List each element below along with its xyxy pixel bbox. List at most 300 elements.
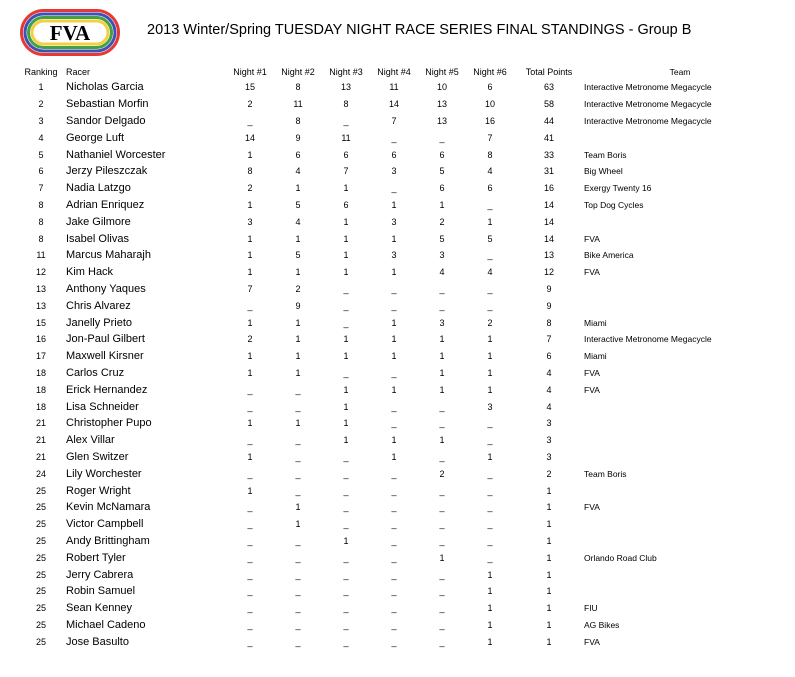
cell-ranking: 7 — [38, 183, 44, 194]
cell-night-6: 1 — [487, 384, 493, 395]
cell-night-3: 1 — [343, 351, 349, 362]
cell-night-4: 1 — [391, 435, 397, 446]
cell-racer: Carlos Cruz — [66, 366, 125, 379]
table-row — [16, 281, 776, 298]
table-row — [16, 449, 776, 466]
cell-total-points: 2 — [546, 468, 552, 479]
cell-night-5: _ — [439, 569, 445, 580]
cell-night-4: 1 — [391, 451, 397, 462]
cell-racer: Victor Campbell — [66, 518, 144, 531]
cell-racer: Alex Villar — [66, 434, 115, 447]
cell-night-5: 3 — [439, 317, 445, 328]
cell-night-3: 1 — [343, 183, 349, 194]
cell-total-points: 3 — [546, 418, 552, 429]
cell-night-4: _ — [391, 183, 397, 194]
cell-night-3: _ — [343, 502, 349, 513]
cell-total-points: 12 — [543, 267, 554, 278]
table-row — [16, 96, 776, 113]
cell-total-points: 1 — [546, 552, 552, 563]
cell-night-2: 11 — [293, 99, 303, 110]
cell-night-2: _ — [295, 401, 301, 412]
cell-night-6: 1 — [487, 603, 493, 614]
cell-night-4: _ — [391, 300, 397, 311]
cell-night-5: _ — [439, 535, 445, 546]
cell-night-4: _ — [391, 636, 397, 647]
table-row — [16, 230, 776, 247]
cell-racer: Nadia Latzgo — [66, 182, 131, 195]
cell-night-2: 1 — [295, 317, 301, 328]
cell-team: Bike America — [584, 250, 634, 261]
cell-night-4: _ — [391, 535, 397, 546]
cell-ranking: 6 — [38, 166, 44, 177]
cell-racer: Lily Worchester — [66, 467, 142, 480]
cell-night-3: 1 — [343, 535, 349, 546]
table-row — [16, 314, 776, 331]
cell-racer: Andy Brittingham — [66, 534, 150, 547]
cell-ranking: 21 — [35, 451, 46, 462]
cell-night-1: 2 — [247, 99, 253, 110]
cell-total-points: 41 — [543, 132, 554, 143]
cell-team: Team Boris — [584, 468, 627, 479]
cell-ranking: 18 — [35, 401, 46, 412]
cell-night-3: _ — [343, 115, 349, 126]
cell-night-3: _ — [343, 485, 349, 496]
cell-night-3: _ — [343, 468, 349, 479]
cell-night-5: _ — [439, 519, 445, 530]
cell-night-6: _ — [487, 519, 493, 530]
cell-ranking: 25 — [35, 636, 46, 647]
cell-night-4: _ — [391, 619, 397, 630]
cell-night-1: 1 — [247, 367, 253, 378]
cell-night-5: 6 — [439, 149, 445, 160]
cell-racer: Glen Switzer — [66, 450, 129, 463]
cell-night-1: _ — [247, 519, 253, 530]
cell-night-6: _ — [487, 502, 493, 513]
cell-racer: Jerry Cabrera — [66, 568, 134, 581]
cell-night-4: 1 — [391, 334, 397, 345]
cell-night-6: 1 — [487, 367, 493, 378]
cell-night-2: 1 — [295, 233, 301, 244]
table-row — [16, 482, 776, 499]
cell-night-5: _ — [439, 603, 445, 614]
cell-night-5: _ — [439, 451, 445, 462]
cell-night-2: _ — [295, 636, 301, 647]
cell-night-2: _ — [295, 485, 301, 496]
cell-night-4: _ — [391, 468, 397, 479]
cell-night-2: _ — [295, 552, 301, 563]
cell-night-4: _ — [391, 367, 397, 378]
cell-night-6: 4 — [487, 166, 493, 177]
cell-night-6: _ — [487, 468, 493, 479]
table-row — [16, 633, 776, 650]
table-row — [16, 432, 776, 449]
cell-night-2: 8 — [295, 82, 301, 93]
fva-logo — [20, 9, 120, 56]
cell-night-1: _ — [247, 552, 253, 563]
cell-ranking: 25 — [35, 586, 46, 597]
cell-team — [584, 297, 776, 314]
cell-night-3: _ — [343, 636, 349, 647]
cell-night-6: 6 — [487, 183, 493, 194]
cell-ranking: 17 — [35, 351, 46, 362]
cell-night-4: 14 — [388, 99, 399, 110]
cell-night-6: 6 — [487, 82, 493, 93]
cell-total-points: 31 — [543, 166, 554, 177]
table-row — [16, 146, 776, 163]
cell-total-points: 1 — [546, 535, 552, 546]
cell-total-points: 4 — [546, 367, 552, 378]
cell-ranking: 5 — [38, 149, 44, 160]
cell-night-1: 7 — [247, 283, 253, 294]
cell-night-6: 1 — [487, 216, 493, 227]
table-row — [16, 566, 776, 583]
cell-night-3: 1 — [343, 267, 349, 278]
cell-team: FVA — [584, 384, 600, 395]
cell-team — [584, 129, 776, 146]
cell-night-3: 6 — [343, 199, 349, 210]
cell-ranking: 25 — [35, 519, 46, 530]
cell-team — [584, 398, 776, 415]
cell-night-5: _ — [439, 502, 445, 513]
cell-night-3: 1 — [343, 233, 349, 244]
cell-night-1: _ — [247, 502, 253, 513]
cell-night-5: _ — [439, 619, 445, 630]
cell-night-4: 1 — [391, 351, 397, 362]
table-row — [16, 398, 776, 415]
cell-night-1: 1 — [247, 418, 253, 429]
cell-night-1: _ — [247, 619, 253, 630]
cell-ranking: 1 — [38, 82, 44, 93]
cell-racer: Lisa Schneider — [66, 400, 139, 413]
cell-team: Interactive Metronome Megacycle — [584, 334, 712, 345]
cell-team — [584, 213, 776, 230]
cell-night-2: 1 — [295, 367, 301, 378]
cell-night-2: _ — [295, 468, 301, 479]
cell-total-points: 13 — [543, 250, 554, 261]
table-row — [16, 331, 776, 348]
cell-racer: Jake Gilmore — [66, 215, 131, 228]
table-row — [16, 348, 776, 365]
cell-team: Top Dog Cycles — [584, 199, 644, 210]
cell-ranking: 25 — [35, 535, 46, 546]
cell-total-points: 1 — [546, 519, 552, 530]
cell-team — [584, 583, 776, 600]
cell-team: FVA — [584, 367, 600, 378]
cell-night-5: 1 — [439, 384, 445, 395]
cell-night-2: _ — [295, 569, 301, 580]
cell-night-3: _ — [343, 367, 349, 378]
cell-night-5: _ — [439, 636, 445, 647]
cell-night-5: 1 — [439, 435, 445, 446]
cell-night-3: 1 — [343, 384, 349, 395]
cell-night-3: 1 — [343, 250, 349, 261]
cell-night-2: _ — [295, 451, 301, 462]
cell-team: FVA — [584, 267, 600, 278]
cell-night-4: _ — [391, 401, 397, 412]
cell-night-6: _ — [487, 418, 493, 429]
cell-ranking: 3 — [38, 115, 44, 126]
cell-racer: Janelly Prieto — [66, 316, 133, 329]
cell-racer: Roger Wright — [66, 484, 131, 497]
cell-total-points: 1 — [546, 485, 552, 496]
cell-night-5: _ — [439, 485, 445, 496]
cell-night-4: _ — [391, 502, 397, 513]
cell-total-points: 7 — [546, 334, 552, 345]
cell-ranking: 8 — [38, 233, 44, 244]
cell-night-6: 16 — [484, 115, 495, 126]
table-row — [16, 180, 776, 197]
cell-night-5: 6 — [439, 183, 445, 194]
cell-racer: Erick Hernandez — [66, 383, 148, 396]
cell-racer: Robert Tyler — [66, 551, 126, 564]
cell-night-1: 1 — [247, 233, 253, 244]
cell-night-3: 11 — [341, 132, 351, 143]
cell-night-6: _ — [487, 199, 493, 210]
cell-total-points: 58 — [543, 99, 554, 110]
cell-night-5: 2 — [439, 216, 445, 227]
table-row — [16, 213, 776, 230]
cell-night-1: _ — [247, 300, 253, 311]
header-team: Team — [669, 67, 691, 77]
cell-team: Big Wheel — [584, 166, 623, 177]
cell-night-3: _ — [343, 603, 349, 614]
cell-night-6: _ — [487, 435, 493, 446]
cell-night-4: _ — [391, 569, 397, 580]
cell-night-2: 4 — [295, 216, 301, 227]
cell-total-points: 1 — [546, 586, 552, 597]
cell-night-5: 5 — [439, 166, 445, 177]
table-row — [16, 79, 776, 96]
table-row — [16, 533, 776, 550]
cell-night-6: 7 — [487, 132, 493, 143]
cell-racer: Nicholas Garcia — [66, 81, 144, 94]
header-night-1: Night #1 — [233, 67, 267, 77]
cell-racer: Kevin McNamara — [66, 501, 151, 514]
cell-night-2: 9 — [295, 300, 301, 311]
cell-racer: Marcus Maharajh — [66, 249, 151, 262]
cell-night-1: 1 — [247, 317, 253, 328]
cell-night-1: _ — [247, 435, 253, 446]
cell-total-points: 1 — [546, 502, 552, 513]
table-row — [16, 247, 776, 264]
cell-night-6: _ — [487, 535, 493, 546]
table-row — [16, 113, 776, 130]
cell-team: Exergy Twenty 16 — [584, 183, 652, 194]
cell-team: Interactive Metronome Megacycle — [584, 82, 712, 93]
cell-night-6: 1 — [487, 451, 493, 462]
cell-total-points: 44 — [543, 115, 554, 126]
cell-night-5: 1 — [439, 367, 445, 378]
cell-racer: Robin Samuel — [66, 585, 136, 598]
cell-ranking: 25 — [35, 552, 46, 563]
cell-total-points: 14 — [543, 216, 554, 227]
cell-team — [584, 432, 776, 449]
cell-night-1: 15 — [244, 82, 255, 93]
cell-ranking: 18 — [35, 384, 46, 395]
cell-racer: Sean Kenney — [66, 602, 133, 615]
cell-racer: Adrian Enriquez — [66, 198, 145, 211]
cell-racer: George Luft — [66, 131, 125, 144]
cell-night-2: 1 — [295, 334, 301, 345]
table-row — [16, 197, 776, 214]
cell-total-points: 33 — [543, 149, 554, 160]
cell-racer: Isabel Olivas — [66, 232, 129, 245]
cell-night-3: _ — [343, 300, 349, 311]
cell-night-3: 13 — [340, 82, 351, 93]
cell-ranking: 25 — [35, 569, 46, 580]
cell-night-4: _ — [391, 552, 397, 563]
cell-night-3: _ — [343, 451, 349, 462]
table-row — [16, 129, 776, 146]
cell-racer: Chris Alvarez — [66, 299, 131, 312]
table-row — [16, 264, 776, 281]
cell-ranking: 11 — [36, 250, 46, 261]
cell-night-4: 1 — [391, 317, 397, 328]
table-row — [16, 163, 776, 180]
cell-ranking: 25 — [35, 603, 46, 614]
cell-ranking: 8 — [38, 216, 44, 227]
cell-night-6: 8 — [487, 149, 493, 160]
cell-night-6: 10 — [484, 99, 495, 110]
cell-night-2: _ — [295, 586, 301, 597]
cell-night-4: _ — [391, 418, 397, 429]
cell-night-3: 6 — [343, 149, 349, 160]
cell-racer: Anthony Yaques — [66, 282, 146, 295]
cell-ranking: 18 — [35, 367, 46, 378]
cell-night-2: 1 — [295, 351, 301, 362]
cell-team: FVA — [584, 233, 600, 244]
header-night-6: Night #6 — [473, 67, 507, 77]
cell-team — [584, 281, 776, 298]
cell-night-5: 1 — [439, 552, 445, 563]
cell-night-5: 4 — [439, 267, 445, 278]
cell-ranking: 25 — [35, 502, 46, 513]
cell-night-4: 1 — [391, 384, 397, 395]
cell-night-5: _ — [439, 132, 445, 143]
header-night-3: Night #3 — [329, 67, 363, 77]
cell-night-1: _ — [247, 401, 253, 412]
cell-night-2: 1 — [295, 418, 301, 429]
cell-night-4: 1 — [391, 199, 397, 210]
cell-night-2: 4 — [295, 166, 301, 177]
cell-team — [584, 566, 776, 583]
table-row — [16, 617, 776, 634]
cell-night-1: 1 — [247, 149, 253, 160]
cell-total-points: 3 — [546, 451, 552, 462]
cell-racer: Jon-Paul Gilbert — [66, 333, 145, 346]
cell-racer: Kim Hack — [66, 266, 114, 279]
page-title: 2013 Winter/Spring TUESDAY NIGHT RACE SERIES FINAL STANDINGS - Group B — [147, 22, 692, 38]
cell-night-2: _ — [295, 384, 301, 395]
header-night-2: Night #2 — [281, 67, 315, 77]
cell-night-6: 5 — [487, 233, 493, 244]
cell-night-2: 1 — [295, 267, 301, 278]
cell-racer: Jerzy Pileszczak — [66, 165, 148, 178]
cell-night-2: 9 — [295, 132, 301, 143]
cell-night-2: 6 — [295, 149, 301, 160]
cell-night-4: 1 — [391, 267, 397, 278]
cell-total-points: 8 — [546, 317, 552, 328]
cell-night-2: 5 — [295, 199, 301, 210]
cell-night-5: 13 — [436, 99, 447, 110]
cell-team — [584, 449, 776, 466]
cell-total-points: 9 — [546, 300, 552, 311]
cell-night-2: _ — [295, 619, 301, 630]
cell-team: Team Boris — [584, 149, 627, 160]
cell-night-2: 8 — [295, 115, 301, 126]
cell-night-6: _ — [487, 485, 493, 496]
cell-ranking: 12 — [35, 267, 46, 278]
cell-night-4: _ — [391, 519, 397, 530]
cell-night-5: 13 — [436, 115, 447, 126]
cell-night-6: 4 — [487, 267, 493, 278]
cell-night-4: 11 — [389, 82, 399, 93]
cell-night-3: 1 — [343, 435, 349, 446]
cell-night-1: 1 — [247, 351, 253, 362]
cell-team — [584, 482, 776, 499]
cell-night-2: 1 — [295, 519, 301, 530]
cell-night-5: _ — [439, 300, 445, 311]
cell-night-1: 1 — [247, 267, 253, 278]
cell-team — [584, 516, 776, 533]
cell-total-points: 1 — [546, 636, 552, 647]
cell-total-points: 1 — [546, 603, 552, 614]
cell-team: FVA — [584, 502, 600, 513]
cell-night-6: _ — [487, 250, 493, 261]
cell-night-5: 3 — [439, 250, 445, 261]
cell-night-1: _ — [247, 603, 253, 614]
cell-night-1: 8 — [247, 166, 253, 177]
cell-night-5: 1 — [439, 199, 445, 210]
cell-night-6: 3 — [487, 401, 493, 412]
cell-night-3: 1 — [343, 216, 349, 227]
table-row — [16, 499, 776, 516]
cell-night-6: 1 — [487, 619, 493, 630]
cell-night-5: _ — [439, 586, 445, 597]
table-row — [16, 381, 776, 398]
cell-ranking: 8 — [38, 199, 44, 210]
table-header-row — [16, 65, 776, 79]
cell-night-6: 2 — [487, 317, 493, 328]
cell-total-points: 16 — [543, 183, 554, 194]
cell-night-6: _ — [487, 300, 493, 311]
cell-night-4: _ — [391, 132, 397, 143]
cell-ranking: 13 — [35, 300, 46, 311]
cell-team: AG Bikes — [584, 619, 620, 630]
cell-night-6: _ — [487, 283, 493, 294]
table-row — [16, 583, 776, 600]
cell-night-2: _ — [295, 603, 301, 614]
cell-total-points: 14 — [543, 199, 554, 210]
cell-ranking: 21 — [35, 435, 46, 446]
cell-total-points: 4 — [546, 401, 552, 412]
cell-night-4: _ — [391, 485, 397, 496]
cell-night-2: _ — [295, 435, 301, 446]
cell-team — [584, 533, 776, 550]
cell-night-1: 1 — [247, 485, 253, 496]
cell-team: Miami — [584, 317, 607, 328]
cell-night-1: 14 — [244, 132, 255, 143]
cell-total-points: 9 — [546, 283, 552, 294]
cell-night-3: _ — [343, 586, 349, 597]
cell-night-4: 3 — [391, 216, 397, 227]
cell-night-1: 3 — [247, 216, 253, 227]
cell-ranking: 16 — [35, 334, 46, 345]
table-row — [16, 516, 776, 533]
cell-night-1: _ — [247, 535, 253, 546]
cell-night-2: _ — [295, 535, 301, 546]
table-row — [16, 600, 776, 617]
